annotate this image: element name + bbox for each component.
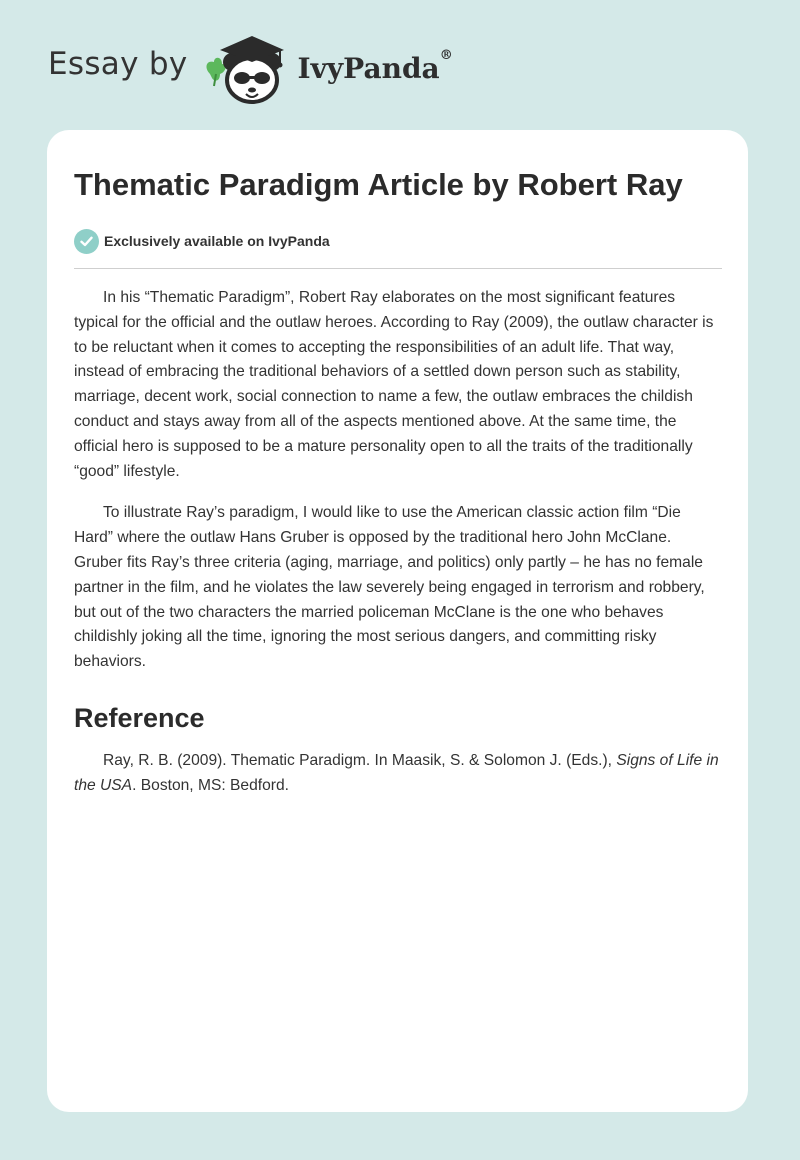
reference-entry [74, 749, 722, 799]
brand-name: IvyPanda® [297, 47, 453, 85]
site-logo[interactable] [48, 30, 508, 110]
registered-mark: ® [439, 47, 453, 63]
paragraph: In his “Thematic Paradigm”, Robert Ray elaborates on the most significant features typical for the official and the outlaw heroes. According to Ray (2009), the outlaw character is to be reluctant when it comes to accepting the responsibilities of an adult life. That way, instead of embracing the traditional behaviors of a settled down person such as stability, marriage, decent work, social connection to name a few, the outlaw embraces the childish conduct and stays away from all of the aspects mentioned above. At the same time, the official hero is supposed to be a mature personality open to all the traits of the traditionally “good” lifestyle. [74, 289, 714, 480]
article-title: Thematic Paradigm Article by Robert Ray [74, 167, 683, 202]
paragraph: To illustrate Ray’s paradigm, I would like to use the American classic action film “Die Hard” where the outlaw Hans Gruber is opposed by the traditional hero John McClane. Gruber fits Ray’s three criteria (aging, marriage, and politics) only partly – he has no female partner in the film, and he violates the law severely being engaged in terrorism and robbery, but out of the two characters the married policeman McClane is the one who behaves childishly joking all the time, ignoring the most serious dangers, and committing risky behaviors. [74, 504, 705, 671]
divider [74, 268, 722, 269]
check-circle-icon [74, 229, 99, 254]
panda-graduation-cap-icon [200, 30, 296, 110]
reference-book-title: Signs of Life in the USA [74, 751, 719, 794]
exclusive-label: Exclusively available on IvyPanda [104, 233, 330, 249]
reference-heading: Reference [74, 702, 205, 733]
reference-text: Ray, R. B. (2009). Thematic Paradigm. In Maasik, S. & Solomon J. (Eds.), [103, 751, 617, 769]
exclusive-badge [74, 227, 722, 255]
reference-publisher: . Boston, MS: Bedford. [132, 776, 289, 794]
logo-prefix: Essay by [48, 46, 188, 82]
article-body [74, 286, 722, 675]
article-card [47, 130, 748, 1112]
